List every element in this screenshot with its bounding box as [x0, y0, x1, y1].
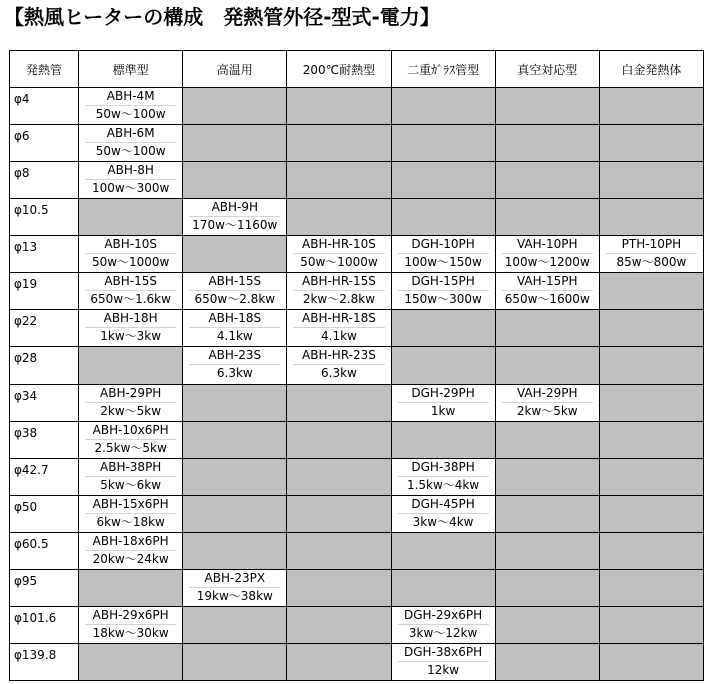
empty-cell	[391, 532, 495, 569]
table-row	[10, 347, 704, 384]
model-cell	[79, 495, 183, 532]
model-name: PTH-10PH	[606, 236, 697, 254]
empty-cell	[287, 88, 391, 125]
empty-cell	[391, 199, 495, 236]
empty-cell	[183, 162, 287, 199]
power-range: 18kw～30kw	[92, 625, 169, 640]
empty-cell	[183, 532, 287, 569]
model-cell	[79, 236, 183, 273]
empty-cell	[183, 421, 287, 458]
model-name: DGH-10PH	[398, 236, 489, 254]
empty-cell	[79, 347, 183, 384]
model-cell	[79, 273, 183, 310]
model-cell	[599, 236, 703, 273]
table-row	[10, 458, 704, 495]
empty-cell	[287, 421, 391, 458]
empty-cell	[287, 162, 391, 199]
empty-cell	[495, 606, 599, 643]
power-range: 50w～100w	[95, 144, 166, 159]
empty-cell	[287, 532, 391, 569]
tube-diameter-cell: φ101.6	[10, 606, 79, 643]
model-name: DGH-38x6PH	[398, 644, 489, 662]
empty-cell	[287, 495, 391, 532]
tube-diameter-cell: φ60.5	[10, 532, 79, 569]
power-range: 50w～1000w	[300, 255, 378, 270]
empty-cell	[79, 569, 183, 606]
model-name: VAH-29PH	[502, 385, 593, 403]
tube-diameter-cell: φ34	[10, 384, 79, 421]
tube-diameter-cell: φ38	[10, 421, 79, 458]
empty-cell	[183, 384, 287, 421]
power-range: 150w～300w	[404, 292, 482, 307]
model-name: ABH-15x6PH	[85, 496, 176, 514]
power-range: 12kw	[427, 662, 460, 677]
empty-cell	[599, 347, 703, 384]
power-range: 1kw～3kw	[100, 329, 162, 344]
table-row	[10, 162, 704, 199]
empty-cell	[287, 125, 391, 162]
model-cell	[287, 273, 391, 310]
table-row	[10, 643, 704, 680]
power-range: 100w～1200w	[504, 255, 590, 270]
empty-cell	[495, 532, 599, 569]
power-range: 3kw～4kw	[412, 514, 474, 529]
model-cell	[79, 310, 183, 347]
model-cell	[79, 532, 183, 569]
model-cell	[287, 236, 391, 273]
empty-cell	[79, 199, 183, 236]
empty-cell	[495, 347, 599, 384]
empty-cell	[495, 421, 599, 458]
table-row	[10, 384, 704, 421]
model-name: VAH-15PH	[502, 273, 593, 291]
model-name: ABH-10x6PH	[85, 422, 176, 440]
empty-cell	[599, 162, 703, 199]
model-cell	[391, 643, 495, 680]
empty-cell	[599, 310, 703, 347]
table-row	[10, 125, 704, 162]
tube-diameter-cell: φ50	[10, 495, 79, 532]
empty-cell	[183, 495, 287, 532]
model-cell	[79, 421, 183, 458]
model-name: ABH-15S	[85, 273, 176, 291]
model-name: ABH-18S	[189, 310, 280, 328]
tube-diameter-cell: φ22	[10, 310, 79, 347]
empty-cell	[599, 199, 703, 236]
empty-cell	[599, 384, 703, 421]
model-cell	[183, 310, 287, 347]
empty-cell	[287, 199, 391, 236]
power-range: 1.5kw～4kw	[406, 477, 480, 492]
empty-cell	[287, 569, 391, 606]
table-row	[10, 606, 704, 643]
empty-cell	[183, 458, 287, 495]
power-range: 170w～1160w	[192, 218, 278, 233]
model-cell	[79, 162, 183, 199]
model-cell	[79, 125, 183, 162]
empty-cell	[599, 458, 703, 495]
tube-diameter-cell: φ139.8	[10, 643, 79, 680]
heater-spec-table	[9, 50, 704, 681]
column-header-6: 白金発熱体	[599, 51, 703, 88]
empty-cell	[391, 310, 495, 347]
empty-cell	[495, 458, 599, 495]
column-header-tube: 発熱管	[10, 51, 79, 88]
model-name: ABH-29x6PH	[85, 607, 176, 625]
empty-cell	[495, 125, 599, 162]
empty-cell	[391, 347, 495, 384]
model-name: ABH-23PX	[189, 570, 280, 588]
empty-cell	[495, 569, 599, 606]
model-cell	[495, 236, 599, 273]
model-name: ABH-23S	[189, 347, 280, 365]
empty-cell	[183, 236, 287, 273]
power-range: 50w～100w	[95, 107, 166, 121]
model-cell	[391, 606, 495, 643]
empty-cell	[391, 569, 495, 606]
model-cell	[183, 569, 287, 606]
model-cell	[391, 458, 495, 495]
model-name: DGH-45PH	[398, 496, 489, 514]
page-title: 【熱風ヒーターの構成 発熱管外径-型式-電力】	[4, 5, 440, 29]
power-range: 650w～1600w	[504, 292, 590, 307]
model-name: VAH-10PH	[502, 236, 593, 254]
empty-cell	[599, 569, 703, 606]
empty-cell	[495, 643, 599, 680]
empty-cell	[391, 125, 495, 162]
empty-cell	[495, 88, 599, 125]
model-name: ABH-8H	[85, 162, 176, 180]
tube-diameter-cell: φ19	[10, 273, 79, 310]
model-cell	[79, 384, 183, 421]
power-range: 3kw～12kw	[408, 625, 478, 640]
power-range: 85w～800w	[616, 255, 687, 270]
table-header-row	[10, 51, 704, 88]
model-cell	[391, 236, 495, 273]
model-cell	[287, 347, 391, 384]
model-name: ABH-18x6PH	[85, 533, 176, 551]
model-name: ABH-38PH	[85, 459, 176, 477]
model-name: ABH-4M	[85, 88, 176, 106]
table-row	[10, 88, 704, 125]
empty-cell	[599, 125, 703, 162]
model-name: DGH-29PH	[398, 385, 489, 403]
empty-cell	[495, 495, 599, 532]
model-cell	[391, 384, 495, 421]
empty-cell	[599, 421, 703, 458]
power-range: 2kw～5kw	[516, 403, 578, 418]
power-range: 2kw～5kw	[100, 403, 162, 418]
empty-cell	[183, 88, 287, 125]
model-name: ABH-9H	[189, 199, 280, 217]
column-header-1: 標準型	[79, 51, 183, 88]
model-cell	[391, 273, 495, 310]
model-cell	[287, 310, 391, 347]
empty-cell	[183, 643, 287, 680]
column-header-5: 真空対応型	[495, 51, 599, 88]
empty-cell	[599, 273, 703, 310]
table-row	[10, 310, 704, 347]
model-cell	[391, 495, 495, 532]
empty-cell	[495, 162, 599, 199]
model-name: DGH-15PH	[398, 273, 489, 291]
model-name: ABH-HR-10S	[293, 236, 384, 254]
model-name: ABH-10S	[85, 236, 176, 254]
empty-cell	[391, 421, 495, 458]
empty-cell	[495, 310, 599, 347]
empty-cell	[599, 532, 703, 569]
power-range: 6.3kw	[216, 366, 253, 381]
model-name: ABH-29PH	[85, 385, 176, 403]
model-cell	[495, 384, 599, 421]
table-row	[10, 421, 704, 458]
power-range: 5kw～6kw	[100, 477, 162, 492]
empty-cell	[599, 606, 703, 643]
empty-cell	[391, 162, 495, 199]
table-row	[10, 495, 704, 532]
power-range: 50w～1000w	[91, 255, 170, 270]
power-range: 2.5kw～5kw	[94, 440, 167, 455]
column-header-4: 二重ｶﾞﾗｽ管型	[391, 51, 495, 88]
empty-cell	[495, 199, 599, 236]
empty-cell	[287, 384, 391, 421]
power-range: 20kw～24kw	[92, 551, 169, 566]
empty-cell	[599, 643, 703, 680]
model-name: ABH-HR-15S	[293, 273, 384, 291]
tube-diameter-cell: φ6	[10, 125, 79, 162]
model-cell	[183, 273, 287, 310]
table-row	[10, 273, 704, 310]
tube-diameter-cell: φ95	[10, 569, 79, 606]
model-name: ABH-15S	[189, 273, 280, 291]
power-range: 6kw～18kw	[96, 514, 165, 529]
empty-cell	[391, 88, 495, 125]
model-cell	[79, 458, 183, 495]
column-header-2: 高温用	[183, 51, 287, 88]
model-name: DGH-29x6PH	[398, 607, 489, 625]
model-name: ABH-HR-18S	[293, 310, 384, 328]
empty-cell	[183, 125, 287, 162]
model-cell	[79, 88, 183, 125]
power-range: 100w～300w	[91, 181, 170, 196]
tube-diameter-cell: φ8	[10, 162, 79, 199]
tube-diameter-cell: φ28	[10, 347, 79, 384]
model-cell	[183, 199, 287, 236]
empty-cell	[599, 88, 703, 125]
model-name: ABH-6M	[85, 125, 176, 143]
tube-diameter-cell: φ42.7	[10, 458, 79, 495]
power-range: 1kw	[430, 403, 456, 418]
column-header-3: 200℃耐熱型	[287, 51, 391, 88]
model-name: DGH-38PH	[398, 459, 489, 477]
model-cell	[183, 347, 287, 384]
table-row	[10, 569, 704, 606]
tube-diameter-cell: φ4	[10, 88, 79, 125]
power-range: 4.1kw	[216, 329, 253, 344]
model-name: ABH-HR-23S	[293, 347, 384, 365]
power-range: 650w～1.6kw	[90, 292, 171, 307]
tube-diameter-cell: φ10.5	[10, 199, 79, 236]
empty-cell	[599, 495, 703, 532]
power-range: 6.3kw	[321, 366, 357, 381]
power-range: 19kw～38kw	[196, 588, 273, 603]
table-body	[10, 88, 704, 681]
power-range: 650w～2.8kw	[194, 292, 276, 307]
model-cell	[495, 273, 599, 310]
power-range: 100w～150w	[404, 255, 482, 270]
empty-cell	[287, 606, 391, 643]
power-range: 2kw～2.8kw	[302, 292, 376, 307]
table-row	[10, 236, 704, 273]
empty-cell	[79, 643, 183, 680]
model-cell	[79, 606, 183, 643]
empty-cell	[287, 643, 391, 680]
empty-cell	[183, 606, 287, 643]
table-row	[10, 199, 704, 236]
empty-cell	[287, 458, 391, 495]
tube-diameter-cell: φ13	[10, 236, 79, 273]
power-range: 4.1kw	[321, 329, 357, 344]
table-row	[10, 532, 704, 569]
model-name: ABH-18H	[85, 310, 176, 328]
